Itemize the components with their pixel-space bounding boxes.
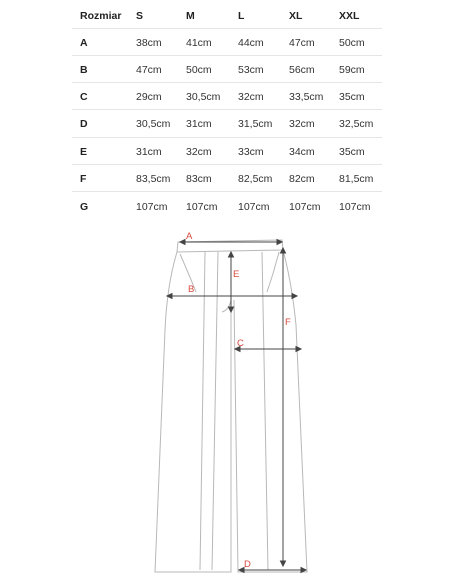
table-cell: 33cm bbox=[238, 146, 264, 158]
table-cell: 35cm bbox=[339, 146, 365, 158]
table-cell: 32cm bbox=[238, 91, 264, 103]
table-cell: 30,5cm bbox=[136, 118, 171, 130]
row-label-a: A bbox=[80, 37, 88, 49]
table-cell: 30,5cm bbox=[186, 91, 221, 103]
measure-label-e: E bbox=[233, 269, 240, 280]
table-cell: 107cm bbox=[186, 201, 218, 213]
row-label-b: B bbox=[80, 64, 88, 76]
row-label-f: F bbox=[80, 173, 87, 185]
measure-label-b: B bbox=[188, 284, 195, 295]
table-cell: 82,5cm bbox=[238, 173, 273, 185]
header-s: S bbox=[136, 10, 144, 22]
header-l: L bbox=[238, 10, 245, 22]
table-cell: 32,5cm bbox=[339, 118, 374, 130]
table-cell: 31cm bbox=[186, 118, 212, 130]
table-cell: 53cm bbox=[238, 64, 264, 76]
table-cell: 31,5cm bbox=[238, 118, 273, 130]
row-label-g: G bbox=[80, 201, 89, 213]
measure-label-f: F bbox=[285, 317, 291, 328]
measure-label-d: D bbox=[244, 559, 251, 570]
row-label-e: E bbox=[80, 146, 88, 158]
table-cell: 38cm bbox=[136, 37, 162, 49]
row-label-d: D bbox=[80, 118, 88, 130]
table-cell: 44cm bbox=[238, 37, 264, 49]
table-cell: 35cm bbox=[339, 91, 365, 103]
table-cell: 31cm bbox=[136, 146, 162, 158]
table-cell: 41cm bbox=[186, 37, 212, 49]
table-cell: 82cm bbox=[289, 173, 315, 185]
header-size: Rozmiar bbox=[80, 10, 122, 22]
table-cell: 83cm bbox=[186, 173, 212, 185]
table-cell: 50cm bbox=[186, 64, 212, 76]
table-cell: 29cm bbox=[136, 91, 162, 103]
measure-label-a: A bbox=[186, 231, 193, 242]
table-cell: 47cm bbox=[136, 64, 162, 76]
table-cell: 107cm bbox=[339, 201, 371, 213]
table-cell: 83,5cm bbox=[136, 173, 171, 185]
table-cell: 50cm bbox=[339, 37, 365, 49]
table-cell: 32cm bbox=[186, 146, 212, 158]
table-cell: 59cm bbox=[339, 64, 365, 76]
measure-label-c: C bbox=[237, 338, 244, 349]
table-cell: 107cm bbox=[136, 201, 168, 213]
table-cell: 107cm bbox=[289, 201, 321, 213]
header-xl: XL bbox=[289, 10, 303, 22]
table-cell: 33,5cm bbox=[289, 91, 324, 103]
row-label-c: C bbox=[80, 91, 88, 103]
table-cell: 56cm bbox=[289, 64, 315, 76]
table-cell: 81,5cm bbox=[339, 173, 374, 185]
header-m: M bbox=[186, 10, 195, 22]
table-cell: 32cm bbox=[289, 118, 315, 130]
header-xxl: XXL bbox=[339, 10, 360, 22]
table-cell: 34cm bbox=[289, 146, 315, 158]
table-cell: 107cm bbox=[238, 201, 270, 213]
table-cell: 47cm bbox=[289, 37, 315, 49]
